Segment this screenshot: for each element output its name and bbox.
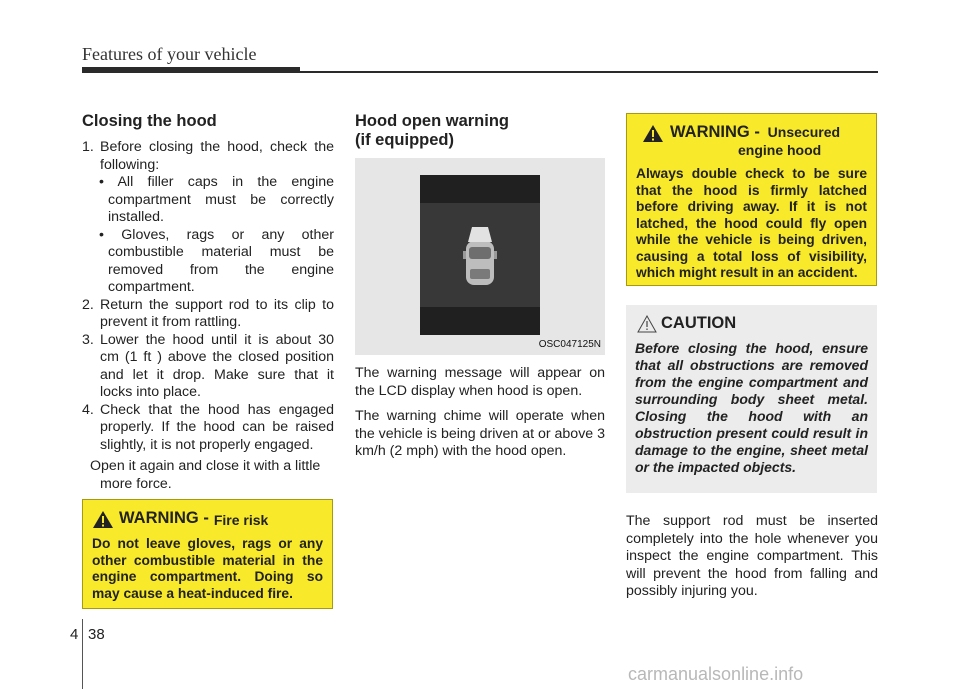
hood-warning-text: Always double check to be sure that the hood is firmly latched before driving away. If it is not latched, the hood could fly open while the vehicle is being driven, causing a total loss of visibility, which might result in an accident. — [636, 166, 867, 280]
closing-instruction: Open it again and close it with a little more force. — [90, 458, 321, 492]
lcd-illustration — [355, 158, 605, 355]
hood-warning-title: WARNING - — [670, 123, 760, 141]
fire-warning-title: WARNING - — [119, 509, 209, 527]
caution-title: CAUTION — [661, 314, 737, 332]
step-item: 1. Before closing the hood, check the following: — [82, 139, 334, 173]
car-hood-open-icon — [460, 225, 500, 289]
hood-open-warning-section — [355, 112, 605, 469]
page-section-number: 4 — [70, 626, 79, 643]
watermark: carmanualsonline.info — [628, 664, 804, 684]
step-item: 4. Check that the hood has engaged properly. If the hood can be raised slightly, it is not properly engaged. — [82, 401, 334, 453]
bullet-item: • All filler caps in the engine compartment must be correctly installed. — [99, 174, 334, 225]
caution-text: Before closing the hood, ensure that all obstructions are removed from the engine compartment and surrounding body sheet metal. Closing the hood with an obstruction present could result in damage to the engine, sheet metal or the impacted objects. — [635, 340, 868, 475]
closing-hood-heading: Closing the hood — [82, 112, 217, 130]
hood-warning-box-header — [636, 124, 867, 159]
page-number: 38 — [88, 626, 105, 643]
bullet-item: • Gloves, rags or any other combustible material must be removed from the engine compartment. — [99, 226, 334, 295]
hood-warning-para-1: The warning message will appear on the LCD display when hood is open. — [355, 365, 605, 399]
hood-warning-para-2: The warning chime will operate when the vehicle is being driven at or above 3 km/h (2 mph) with the hood open. — [355, 408, 606, 459]
fire-warning-header — [92, 510, 323, 529]
hood-warning-subtitle-1: Unsecured — [767, 124, 841, 140]
caution-triangle-icon — [637, 315, 657, 333]
fire-warning-box — [82, 499, 333, 609]
step-item: 2. Return the support rod to its clip to prevent it from rattling. — [82, 296, 334, 330]
warning-triangle-icon — [92, 510, 114, 529]
closing-hood-section — [82, 112, 334, 493]
page-header-title: Features of your vehicle — [82, 44, 257, 64]
header-rule-thick — [82, 67, 300, 73]
warning-triangle-icon — [642, 124, 664, 143]
hood-warning-subtitle-2: engine hood — [738, 141, 822, 158]
fire-warning-subtitle: Fire risk — [213, 512, 269, 528]
caution-box — [626, 305, 877, 493]
unsecured-hood-warning-box — [626, 113, 877, 286]
hood-warning-heading: Hood open warning (if equipped) — [355, 112, 509, 149]
header-rule-thin — [300, 71, 878, 73]
fire-warning-text: Do not leave gloves, rags or any other combustible material in the engine compartment. Doing so may cause a heat-induced fire. — [92, 536, 323, 601]
footer-divider — [82, 619, 83, 689]
image-caption: OSC047125N — [538, 338, 601, 350]
support-rod-paragraph: The support rod must be inserted completely into the hole whenever you inspect the engine compartment. This will prevent the hood from falling and possibly injuring you. — [626, 513, 878, 599]
caution-header — [635, 314, 868, 333]
step-item: 3. Lower the hood until it is about 30 cm (1 ft ) above the closed position and let it drop. Make sure that it locks into place. — [82, 331, 334, 400]
lcd-display — [420, 175, 540, 335]
